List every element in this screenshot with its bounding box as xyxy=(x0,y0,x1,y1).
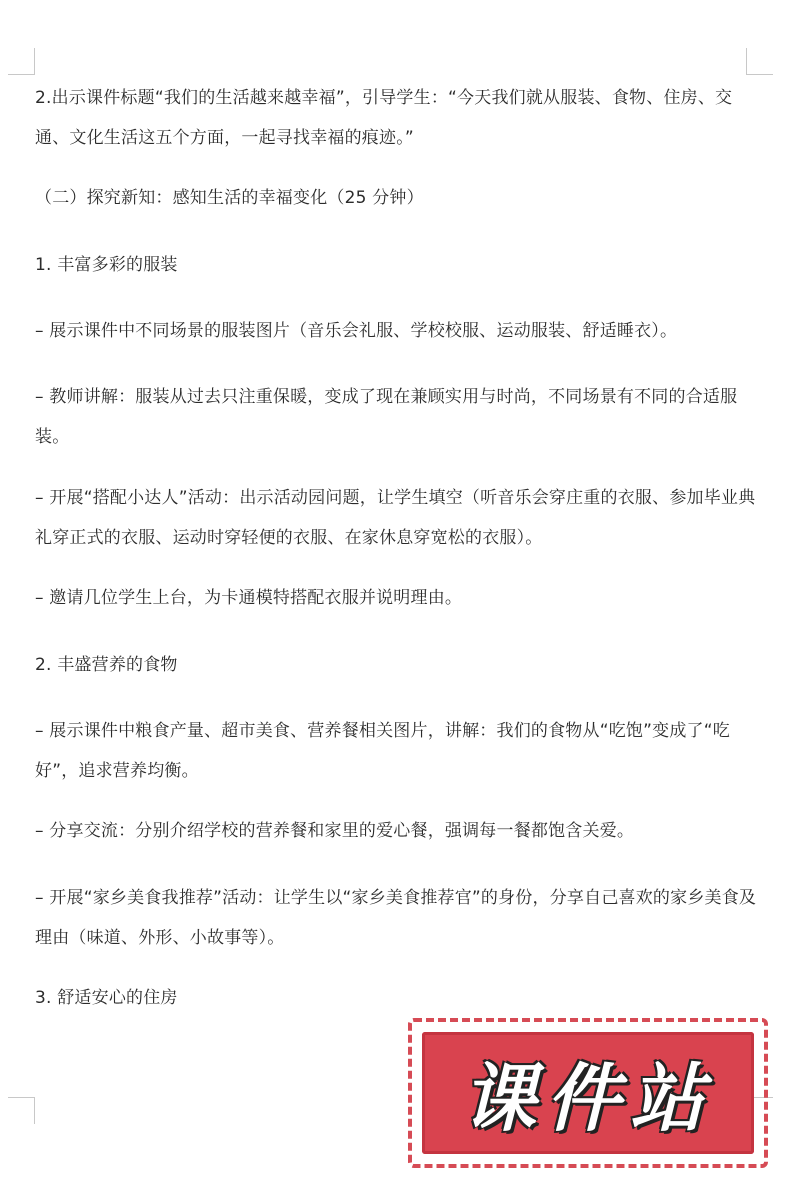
bullet-food-images: – 展示课件中粮食产量、超市美食、营养餐相关图片，讲解：我们的食物从“吃饱”变成了“吃好”，追求营养均衡。 xyxy=(35,721,730,781)
watermark-stamp xyxy=(408,1018,768,1168)
paragraph-intro-title: 2.出示课件标题“我们的生活越来越幸福”，引导学生：“今天我们就从服装、食物、住房、交通、文化生活这五个方面，一起寻找幸福的痕迹。” xyxy=(35,88,733,148)
page-corner-mark-top-left xyxy=(8,48,35,75)
bullet-students-dress-model: – 邀请几位学生上台，为卡通模特搭配衣服并说明理由。 xyxy=(35,588,463,608)
bullet-clothing-images: – 展示课件中不同场景的服装图片（音乐会礼服、学校校服、运动服装、舒适睡衣）。 xyxy=(35,321,678,341)
subheading-housing: 3. 舒适安心的住房 xyxy=(35,988,178,1008)
bullet-share-meals: – 分享交流：分别介绍学校的营养餐和家里的爱心餐，强调每一餐都饱含关爱。 xyxy=(35,821,635,841)
page-corner-mark-bottom-left xyxy=(8,1097,35,1124)
bullet-matching-activity: – 开展“搭配小达人”活动：出示活动园问题，让学生填空（听音乐会穿庄重的衣服、参加毕业典礼穿正式的衣服、运动时穿轻便的衣服、在家休息穿宽松的衣服）。 xyxy=(35,488,756,548)
subheading-food: 2. 丰盛营养的食物 xyxy=(35,655,178,675)
page-corner-mark-top-right xyxy=(746,48,773,75)
bullet-teacher-explains: – 教师讲解：服装从过去只注重保暖，变成了现在兼顾实用与时尚，不同场景有不同的合适服装。 xyxy=(35,387,738,447)
stamp-fill xyxy=(422,1032,754,1154)
section-heading-explore: （二）探究新知：感知生活的幸福变化（25 分钟） xyxy=(35,188,424,208)
bullet-hometown-food: – 开展“家乡美食我推荐”活动：让学生以“家乡美食推荐官”的身份，分享自己喜欢的家乡美食及理由（味道、外形、小故事等）。 xyxy=(35,888,757,948)
watermark-text: 课件站 xyxy=(462,1056,714,1142)
subheading-clothing: 1. 丰富多彩的服装 xyxy=(35,255,178,275)
